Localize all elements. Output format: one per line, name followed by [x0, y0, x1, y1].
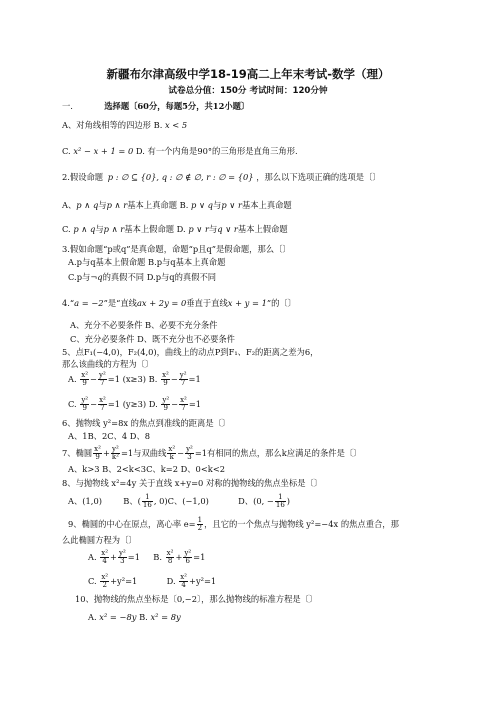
q8-stem: 8、与抛物线 x²=4y 关于直线 x+y=0 对称的抛物线的焦点坐标是〔〕: [62, 478, 323, 488]
q1-line-2: [62, 146, 298, 156]
q4-s1: 4.“: [62, 298, 75, 308]
q7-s1: 7、椭圆: [62, 448, 93, 458]
q4-s2: ”是“直线: [103, 298, 137, 308]
q9-stem-2: 么此椭圆方程为〔〕: [62, 535, 137, 545]
q2-opt-c-label: C.: [62, 224, 71, 234]
q6-stem: 6、抛物线 y²=8x 的焦点到准线的距离是〔〕: [62, 418, 231, 428]
q8-opt-d-tail: ): [286, 496, 291, 506]
q10-stem: 10、抛物线的焦点坐标是〔0,−2〕，那么抛物线的标准方程是〔〕: [75, 594, 318, 604]
q4-m1: a = −2: [74, 298, 104, 308]
q9-opt-c-label: C.: [88, 576, 97, 586]
q9-stem: [68, 517, 399, 532]
q2-opt-a-and: 与: [98, 200, 107, 210]
q5-stem: 5、点F₁(−4,0)，F₂(4,0)，曲线上的动点P到F₁、F₂的距离之差为6，: [62, 347, 319, 357]
q4-options-ab: A、充分不必要条件 B、必要不充分条件: [70, 320, 218, 330]
q2-stem-text: 2.假设命题: [62, 172, 104, 182]
q9-a-tail: =1: [127, 552, 140, 562]
q9-s1: 9、椭圆的中心在原点，离心率 e=: [68, 519, 196, 529]
q9-options-ab: A. $\frac{\text{x²}}{4}$ + $\frac{\text{y²}}{3}$ =1 B. $\frac{\text{x²}}{8}$ + $\frac{\text{y²}}{6}$ =1: [88, 549, 206, 565]
q9-c-tail: +y²=1: [110, 576, 138, 586]
q5-a-frac-1: $\frac{\text{x²}}{9}$: [81, 371, 89, 387]
q8-opt-a: A、(1,0): [68, 496, 102, 506]
q9-b-frac-1: $\frac{\text{x²}}{8}$: [166, 549, 174, 565]
q2-opt-c-m2: p ∧ r: [103, 224, 125, 234]
q9-a-frac-2: $\frac{\text{y²}}{3}$: [119, 549, 126, 565]
q8-opt-d-label: D、(0, −: [238, 496, 274, 506]
section-heading: [62, 101, 249, 111]
section-number: 一.: [62, 101, 73, 111]
q2-opt-a-label: A、: [62, 200, 77, 210]
q4-s4: ”的〔〕: [266, 298, 297, 308]
q1-line-1: [62, 120, 187, 130]
q5-options-ab: A. $\frac{\text{x²}}{9}$ − $\frac{\text{y²}}{7}$ =1 (x≥3) B. $\frac{\text{x²}}{9}$ − $\frac{\text{y²}}{7}$ =1: [68, 371, 201, 387]
q3-opt-c-label: C.p与: [68, 272, 91, 282]
q9-opt-d-label: D.: [166, 576, 176, 586]
q1-option-d-tail: 的三角形是直角三角形.: [212, 146, 298, 156]
q10-opt-a-label: A.: [88, 612, 97, 622]
q3-stem: 3.假如命题“p或q”是真命题，命题“p且q”是假命题，那么〔〕: [62, 244, 291, 254]
q2-opt-b-m2: p ∨ r: [221, 200, 242, 210]
q7-frac-1: $\frac{\text{x²}}{9}$: [94, 445, 101, 461]
q5-opt-b-label: B.: [148, 374, 158, 384]
q3-options-ab: A.p与q基本上假命题 B.p与q基本上真命题: [68, 257, 226, 267]
q2-opt-b-tail: 基本上真命题: [241, 200, 292, 210]
q2-options-ab: [62, 200, 292, 210]
q6-options: A、1B、2C、4 D、8: [68, 431, 151, 441]
q9-b-tail: =1: [193, 552, 206, 562]
q5-opt-a-label: A.: [68, 374, 77, 384]
q3-options-cd: [68, 272, 216, 282]
q5-stem-2: 那么该曲线的方程为〔〕: [62, 359, 154, 369]
q8-opt-b-label: B、(: [123, 496, 141, 506]
q8-d-frac: $\frac{1}{16}$: [275, 493, 285, 509]
q2-math: p : ∅ ⊆ {0}, q : ∅ ∉ ∅, r : ∅ = {0}: [107, 172, 254, 182]
q3-opt-c-tail: 的真假不同 D.p与q的真假不同: [102, 272, 217, 282]
q9-options-cd: [88, 574, 216, 589]
q1-option-b-math: x < 5: [164, 120, 188, 130]
q9-b-frac-2: $\frac{\text{y²}}{6}$: [184, 549, 192, 565]
q7-frac-4: $\frac{\text{y²}}{3}$: [186, 445, 193, 461]
q5-d-tail: =1: [188, 399, 202, 409]
q7-options: A、k>3 B、2<k<3C、k=2 D、0<k<2: [68, 464, 226, 474]
q4-stem: [62, 298, 296, 308]
q9-frac: $\frac{1}{2}$: [197, 516, 203, 532]
q4-m3: x + y = 1: [227, 298, 267, 308]
q9-opt-b-label: B.: [153, 552, 163, 562]
q10-opt-a-math: x² = −8y: [99, 612, 137, 622]
q7-stem: 7、椭圆 $\frac{\text{x²}}{9}$ + $\frac{\text{y²}}{\text{k²}}$ =1与双曲线 $\frac{\text{x²}}{k}$ − $\frac{\text{y²}}{3}$ =1有相同的焦点，那么k应满足的条件是〔〕: [62, 445, 362, 461]
q9-a-frac-1: $\frac{\text{x²}}{4}$: [101, 549, 109, 565]
q2-opt-d-and: 与: [208, 224, 218, 234]
q9-d-frac: $\frac{\text{x²}}{4}$: [180, 573, 187, 589]
q10-opt-b-label: B.: [139, 612, 148, 622]
q5-b-frac-1: $\frac{\text{x²}}{9}$: [162, 371, 169, 387]
q10-options: [88, 612, 181, 622]
q5-b-frac-2: $\frac{\text{y²}}{7}$: [179, 371, 187, 387]
q9-c-frac: $\frac{\text{x²}}{2}$: [101, 573, 109, 589]
q2-opt-b-m1: p ∨ q: [191, 200, 213, 210]
q9-s2: ，且它的一个焦点与抛物线 y²=−4x 的焦点重合，那: [204, 519, 399, 529]
q2-opt-c-and: 与: [95, 224, 104, 234]
q2-opt-c-tail: 基本上假命题 D.: [124, 224, 186, 234]
q5-c-frac-2: $\frac{\text{x²}}{7}$: [99, 396, 106, 412]
q5-b-tail: =1: [188, 374, 201, 384]
q5-opt-d-label: D.: [148, 399, 158, 409]
q10-opt-b-math: x² = 8y: [150, 612, 181, 622]
q5-d-frac-1: $\frac{\text{y²}}{9}$: [162, 396, 170, 412]
q5-d-frac-2: $\frac{\text{x²}}{7}$: [180, 396, 187, 412]
q1-degree: 90°: [197, 146, 213, 156]
q9-opt-a-label: A.: [88, 552, 97, 562]
q1-option-a: A、对角线相等的四边形 B.: [62, 120, 163, 130]
q2-stem-tail: ，那么以下选项正确的选项是〔〕: [256, 172, 381, 182]
q9-d-tail: +y²=1: [189, 576, 217, 586]
q2-options-cd: [62, 224, 288, 234]
q4-s3: 垂直于直线: [186, 298, 228, 308]
q2-opt-a-tail: 基本上真命题 B.: [127, 200, 189, 210]
q1-option-c-math: x² − x + 1 = 0: [73, 146, 134, 156]
q8-opt-b-tail: , 0)C、(−1,0): [153, 496, 209, 506]
q7-frac-3: $\frac{\text{x²}}{k}$: [168, 445, 176, 461]
q4-options-cd: C、充分必要条件 D、既不充分也不必要条件: [70, 334, 235, 344]
exam-title: 新疆布尔津高级中学18-19高二上年末考试-数学（理）: [106, 67, 390, 81]
q5-opt-c-label: C.: [68, 399, 77, 409]
q7-s2: =1与双曲线: [120, 448, 167, 458]
q7-s3: =1有相同的焦点，那么k应满足的条件是〔〕: [194, 448, 362, 458]
q2-opt-a-m1: p ∧ q: [76, 200, 99, 210]
q2-opt-c-m1: p ∧ q: [73, 224, 96, 234]
q1-option-d: D. 有一个内角是: [135, 146, 198, 156]
q8-b-frac: $\frac{1}{16}$: [142, 493, 152, 509]
q1-option-c-label: C.: [62, 146, 71, 156]
q2-opt-d-m1: p ∨ r: [188, 224, 209, 234]
q3-not-q: ¬q: [90, 272, 103, 282]
q2-opt-d-m2: q ∨ r: [217, 224, 238, 234]
q2-opt-d-tail: 基本上假命题: [237, 224, 288, 234]
q5-a-tail: =1 (x≥3): [107, 374, 147, 384]
q5-options-cd: C. $\frac{\text{y²}}{9}$ − $\frac{\text{x²}}{7}$ =1 (y≥3) D. $\frac{\text{y²}}{9}$ − $\frac{\text{x²}}{7}$ =1: [68, 396, 202, 412]
q7-frac-2: $\frac{\text{y²}}{\text{k²}}$: [111, 445, 119, 461]
q5-c-tail: =1 (y≥3): [107, 399, 147, 409]
q4-m2: ax + 2y = 0: [136, 298, 187, 308]
section-title: 选择题〔60分，每题5分，共12小题〕: [104, 101, 250, 111]
q2-opt-b-and: 与: [213, 200, 222, 210]
q8-options: [68, 494, 290, 509]
q2-opt-a-m2: p ∧ r: [106, 200, 128, 210]
q5-c-frac-1: $\frac{\text{y²}}{9}$: [81, 396, 89, 412]
q5-a-frac-2: $\frac{\text{y²}}{7}$: [99, 371, 106, 387]
exam-subtitle: 试卷总分值：150分 考试时间：120分钟: [168, 86, 328, 96]
q2-stem: [62, 172, 381, 182]
